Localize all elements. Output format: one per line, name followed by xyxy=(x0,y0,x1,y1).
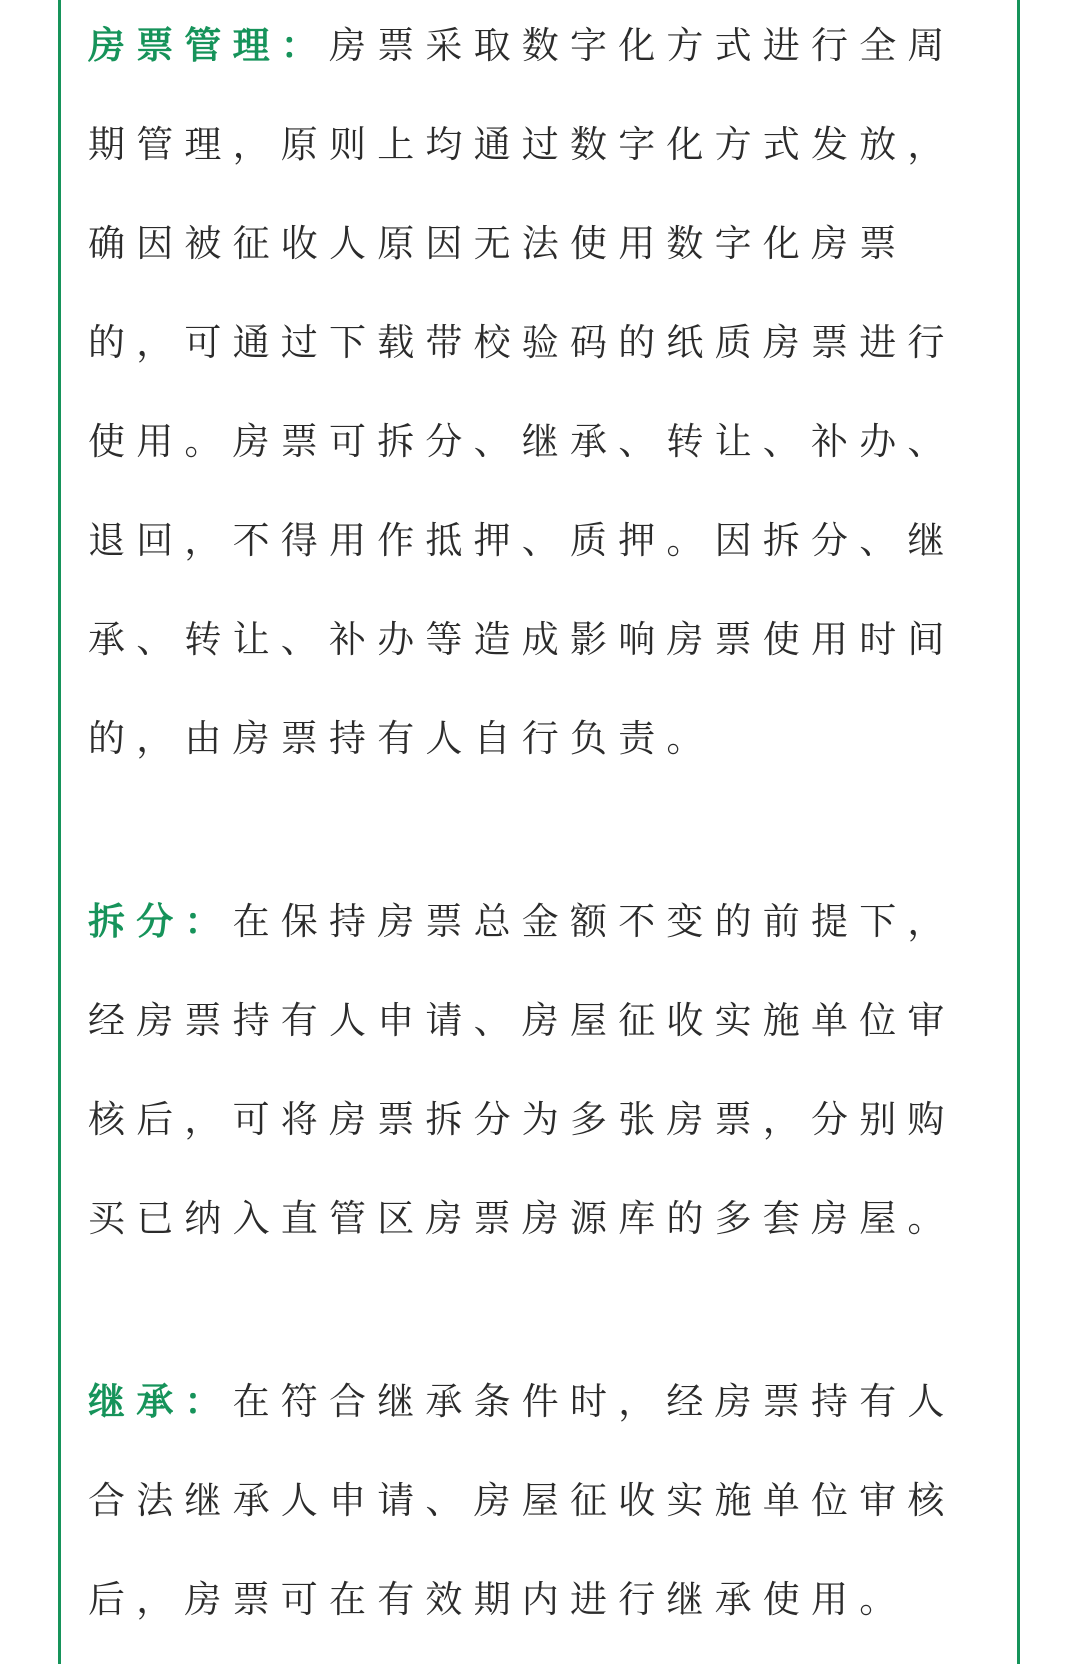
section-split xyxy=(88,872,988,1268)
paragraph-line: 确因被征收人原因无法使用数字化房票 xyxy=(88,222,908,265)
section-house-ticket-management xyxy=(88,0,988,788)
paragraph-line: 后，房票可在有效期内进行继承使用。 xyxy=(88,1578,908,1621)
paragraph-line: 经房票持有人申请、房屋征收实施单位审 xyxy=(88,999,956,1042)
line-text: 在符合继承条件时，经房票持有人 xyxy=(232,1380,956,1423)
section-term: 继承： xyxy=(88,1380,233,1423)
paragraph-line: 合法继承人申请、房屋征收实施单位审核 xyxy=(88,1479,956,1522)
line-text: 在保持房票总金额不变的前提下， xyxy=(232,900,956,943)
line-text: 房票采取数字化方式进行全周 xyxy=(329,24,956,67)
paragraph-line: 买已纳入直管区房票房源库的多套房屋。 xyxy=(88,1197,956,1240)
paragraph-line: 核后，可将房票拆分为多张房票，分别购 xyxy=(88,1098,956,1141)
paragraph-line xyxy=(88,1352,988,1451)
paragraph-line: 的，由房票持有人自行负责。 xyxy=(88,717,715,760)
section-gap xyxy=(88,1268,988,1352)
paragraph-line: 期管理，原则上均通过数字化方式发放， xyxy=(88,123,956,166)
paragraph-line: 使用。房票可拆分、继承、转让、补办、 xyxy=(88,420,956,463)
section-inheritance xyxy=(88,1352,988,1649)
article-body xyxy=(88,0,988,1649)
paragraph-line xyxy=(88,872,988,971)
section-term: 房票管理： xyxy=(88,24,329,67)
paragraph-line: 退回，不得用作抵押、质押。因拆分、继 xyxy=(88,519,956,562)
paragraph-line: 承、转让、补办等造成影响房票使用时间 xyxy=(88,618,956,661)
section-gap xyxy=(88,788,988,872)
paragraph-line: 的，可通过下载带校验码的纸质房票进行 xyxy=(88,321,956,364)
section-term: 拆分： xyxy=(88,900,233,943)
paragraph-line xyxy=(88,0,988,95)
